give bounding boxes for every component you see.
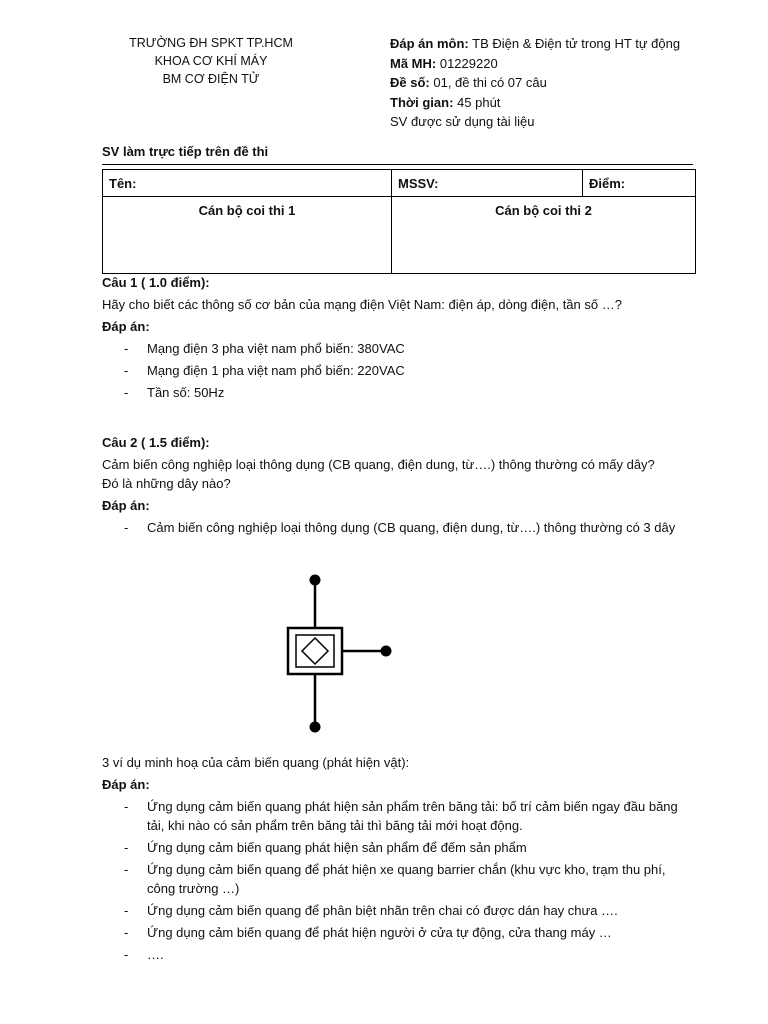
question-3-answer-label: Đáp án: <box>102 777 150 792</box>
question-1-answers <box>102 339 702 402</box>
question-2-text-line-2: Đó là những dây nào? <box>102 476 231 491</box>
list-item: - Mạng điện 3 pha việt nam phổ biến: 380VAC <box>124 341 405 356</box>
question-2-answers <box>102 518 692 537</box>
side-terminal-dot <box>381 646 392 657</box>
top-terminal-dot <box>310 575 321 586</box>
student-info-table <box>102 169 696 274</box>
exam-info <box>390 34 750 132</box>
code-line: Mã MH: 01229220 <box>390 55 498 71</box>
materials-note: SV được sử dụng tài liệu <box>390 114 535 129</box>
exam-number-line: Đề số: 01, đề thi có 07 câu <box>390 75 547 90</box>
list-item: - Ứng dụng cảm biến quang để phân biệt nhãn trên chai có được dán hay chưa …. <box>124 903 618 918</box>
divider-line <box>102 164 693 165</box>
question-1-text: Hãy cho biết các thông số cơ bản của mạng điện Việt Nam: điện áp, dòng điện, tần số …? <box>102 297 622 312</box>
direct-answer-note: SV làm trực tiếp trên đề thi <box>102 144 269 159</box>
list-item: - Tần số: 50Hz <box>124 385 225 400</box>
question-2 <box>102 433 702 540</box>
question-2-text-line-1: Cảm biến công nghiệp loại thông dụng (CB quang, điện dung, từ….) thông thường có mấy dây? <box>102 457 655 472</box>
question-2-answer-label: Đáp án: <box>102 498 150 513</box>
proctor-row <box>103 197 696 274</box>
student-info-row <box>103 170 696 197</box>
question-3-text: 3 ví dụ minh hoạ của cảm biến quang (phát hiện vật): <box>102 755 410 770</box>
list-item: - Ứng dụng cảm biến quang để phát hiện người ở cửa tự động, cửa thang máy … <box>124 925 612 940</box>
list-item: - Cảm biến công nghiệp loại thông dụng (CB quang, điện dung, từ….) thông thường có 3 dây <box>124 520 676 535</box>
three-wire-sensor-diagram <box>280 572 400 740</box>
list-item: - Mạng điện 1 pha việt nam phổ biến: 220VAC <box>124 363 405 378</box>
school-header <box>96 34 326 88</box>
list-item: - Ứng dụng cảm biến quang phát hiện sản phẩm trên băng tải: bố trí cảm biến ngay đầu băng tải, khi nào có sản phẩm trên băng tải thì băng tải mới hoạt động. <box>124 799 678 833</box>
question-1 <box>102 273 702 405</box>
sensor-diamond-icon <box>302 638 328 664</box>
faculty-name: KHOA CƠ KHÍ MÁY <box>154 54 268 68</box>
question-1-answer-label: Đáp án: <box>102 319 150 334</box>
question-2-title: Câu 2 ( 1.5 điểm): <box>102 435 210 450</box>
bottom-terminal-dot <box>310 722 321 733</box>
time-line: Thời gian: 45 phút <box>390 94 501 110</box>
name-cell[interactable]: Tên: <box>103 170 392 197</box>
list-item: - …. <box>124 947 164 962</box>
department-name: BM CƠ ĐIỆN TỬ <box>162 72 260 86</box>
list-item: - Ứng dụng cảm biến quang để phát hiện xe quang barrier chắn (khu vực kho, trạm thu phí, công trường …) <box>124 862 666 896</box>
school-name: TRƯỜNG ĐH SPKT TP.HCM <box>129 36 293 50</box>
student-id-cell[interactable]: MSSV: <box>392 170 583 197</box>
proctor-1-cell[interactable]: Cán bộ coi thi 1 <box>103 197 392 274</box>
question-3-answers <box>102 797 692 964</box>
proctor-2-cell[interactable]: Cán bộ coi thi 2 <box>392 197 696 274</box>
question-1-title: Câu 1 ( 1.0 điểm): <box>102 275 210 290</box>
subject-line: Đáp án môn: TB Điện & Điện tử trong HT tự động <box>390 36 681 51</box>
score-cell[interactable]: Điểm: <box>583 170 696 197</box>
list-item: - Ứng dụng cảm biến quang phát hiện sản phẩm để đếm sản phẩm <box>124 840 527 855</box>
question-3 <box>102 753 702 967</box>
